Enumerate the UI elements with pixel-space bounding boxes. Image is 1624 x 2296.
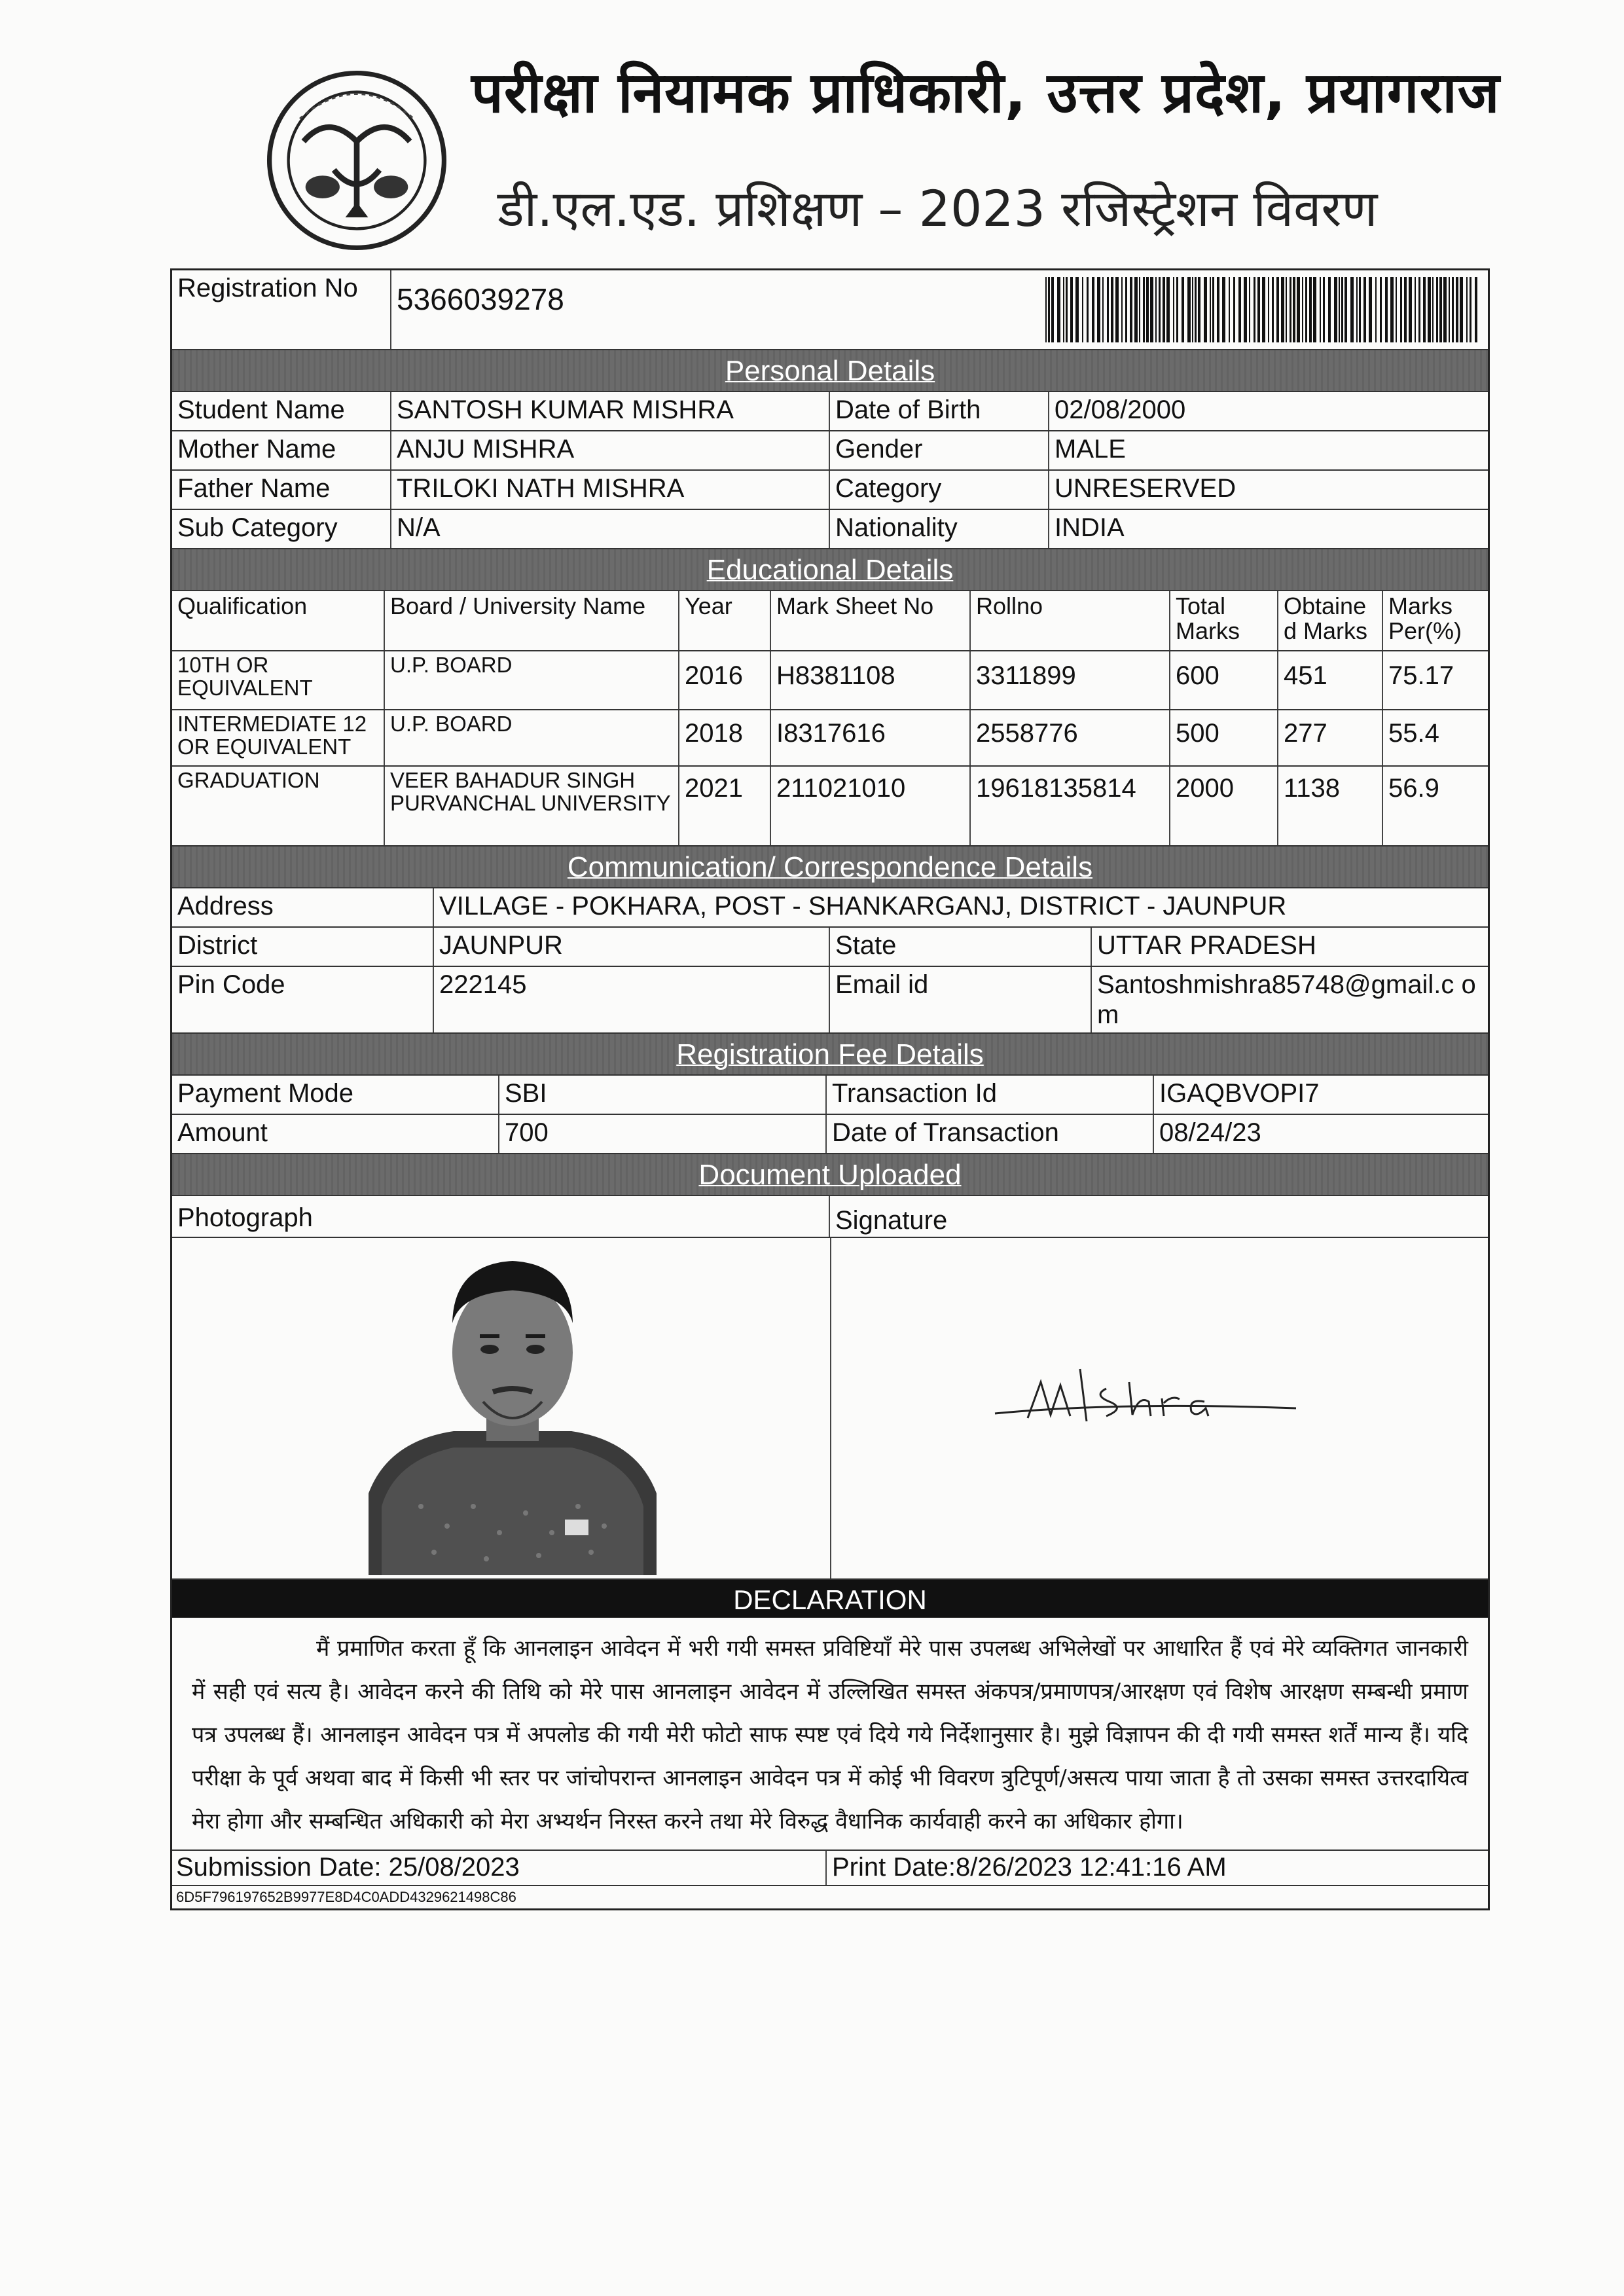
- transaction-date-label: Date of Transaction: [827, 1115, 1154, 1153]
- edu-board: U.P. BOARD: [385, 651, 679, 709]
- personal-row-4: [172, 510, 1488, 549]
- gender-label: Gender: [830, 431, 1049, 469]
- edu-board: VEER BAHADUR SINGH PURVANCHAL UNIVERSITY: [385, 767, 679, 845]
- col-rollno: Rollno: [971, 591, 1170, 650]
- category-label: Category: [830, 471, 1049, 509]
- personal-row-2: [172, 431, 1488, 471]
- edu-total: 600: [1170, 651, 1278, 709]
- authority-title: परीक्षा नियामक प्राधिकारी, उत्तर प्रदेश, प्रयागराज: [471, 60, 1500, 126]
- edu-marksheet: H8381108: [771, 651, 971, 709]
- edu-percentage: 56.9: [1388, 774, 1439, 803]
- sub-category-label: Sub Category: [172, 510, 391, 548]
- photograph-label: Photograph: [172, 1196, 830, 1237]
- footer-row: [172, 1851, 1488, 1886]
- student-name-label: Student Name: [172, 392, 391, 430]
- signature-box: [831, 1238, 1488, 1578]
- documents-label-row: [172, 1196, 1488, 1238]
- registration-no-label: Registration No: [172, 270, 391, 349]
- transaction-date-value: 08/24/23: [1159, 1118, 1261, 1147]
- edu-marksheet: I8317616: [771, 710, 971, 765]
- col-marksheet: Mark Sheet No: [771, 591, 971, 650]
- up-government-seal-icon: [262, 65, 452, 255]
- district-label: District: [172, 928, 434, 966]
- personal-row-3: [172, 471, 1488, 510]
- edu-total: 2000: [1170, 767, 1278, 845]
- nationality-value: INDIA: [1055, 513, 1125, 542]
- address-value: VILLAGE - POKHARA, POST - SHANKARGANJ, DISTRICT - JAUNPUR: [439, 892, 1287, 920]
- student-name-value: SANTOSH KUMAR MISHRA: [391, 392, 830, 430]
- photograph-box: [172, 1238, 831, 1578]
- col-board: Board / University Name: [385, 591, 679, 650]
- fee-row-2: [172, 1115, 1488, 1154]
- pin-label: Pin Code: [172, 967, 434, 1032]
- col-total-marks: Total Marks: [1170, 591, 1278, 650]
- edu-obtained: 1138: [1278, 767, 1383, 845]
- edu-qualification: GRADUATION: [172, 767, 385, 845]
- signature-label: Signature: [835, 1206, 948, 1235]
- pin-value: 222145: [434, 967, 830, 1032]
- candidate-signature-image: [988, 1356, 1303, 1434]
- transaction-id-label: Transaction Id: [827, 1076, 1154, 1114]
- edu-total: 500: [1170, 710, 1278, 765]
- section-communication-details: Communication/ Correspondence Details: [172, 847, 1488, 888]
- state-label: State: [830, 928, 1092, 966]
- declaration-text: मैं प्रमाणित करता हूँ कि आनलाइन आवेदन में भरी गयी समस्त प्रविष्टियाँ मेरे पास उपलब्ध अभिलेखों पर आधारित हैं एवं मेरे व्यक्तिगत जानकारी में सही एवं सत्य है। आवेदन करने की तिथि को मेरे पास आनलाइन आवेदन में उल्लिखित समस्त अंकपत्र/प्रमाणपत्र/आरक्षण एवं विशेष आरक्षण सम्बन्धी प्रमाण पत्र उपलब्ध हैं। आनलाइन आवेदन पत्र में अपलोड की गयी मेरी फोटो साफ स्पष्ट एवं दिये गये निर्देशानुसार है। मुझे विज्ञापन की दी गयी समस्त शर्तें मान्य हैं। यदि परीक्षा के पूर्व अथवा बाद में किसी भी स्तर पर जांचोपरान्त आनलाइन आवेदन पत्र में कोई भी विवरण त्रुटिपूर्ण/असत्य पाया जाता है तो उसका समस्त उत्तरदायित्व मेरा होगा और सम्बन्धित अधिकारी को मेरा अभ्यर्थन निरस्त करने तथा मेरे विरुद्ध वैधानिक कार्यवाही करने का अधिकार होगा।: [172, 1618, 1488, 1851]
- dob-value: 02/08/2000: [1055, 395, 1186, 424]
- mother-name-value: ANJU MISHRA: [391, 431, 830, 469]
- documents-area: [172, 1238, 1488, 1580]
- amount-label: Amount: [172, 1115, 499, 1153]
- edu-qualification: INTERMEDIATE 12 OR EQUIVALENT: [172, 710, 385, 765]
- submission-date: Submission Date: 25/08/2023: [172, 1851, 827, 1885]
- section-declaration: DECLARATION: [172, 1580, 1488, 1618]
- col-percentage: Marks Per(%): [1388, 592, 1462, 644]
- edu-rollno: 19618135814: [971, 767, 1170, 845]
- edu-qualification: 10TH OR EQUIVALENT: [172, 651, 385, 709]
- education-header-row: [172, 591, 1488, 651]
- registration-row: [172, 270, 1488, 350]
- edu-marksheet: 211021010: [771, 767, 971, 845]
- fee-row-1: [172, 1076, 1488, 1115]
- gender-value: MALE: [1055, 435, 1126, 464]
- edu-obtained: 277: [1278, 710, 1383, 765]
- registration-form: [170, 268, 1490, 1910]
- candidate-photo-image: [369, 1245, 657, 1575]
- hash-row: [172, 1886, 1488, 1908]
- barcode-icon: [784, 270, 1488, 349]
- payment-mode-value: SBI: [499, 1076, 827, 1114]
- section-fee-details: Registration Fee Details: [172, 1034, 1488, 1076]
- father-name-label: Father Name: [172, 471, 391, 509]
- edu-year: 2016: [679, 651, 771, 709]
- email-label: Email id: [830, 967, 1092, 1032]
- edu-year: 2021: [679, 767, 771, 845]
- col-obtained-marks: Obtaine d Marks: [1278, 591, 1383, 650]
- print-date: Print Date:8/26/2023 12:41:16 AM: [832, 1853, 1227, 1882]
- nationality-label: Nationality: [830, 510, 1049, 548]
- mother-name-label: Mother Name: [172, 431, 391, 469]
- district-value: JAUNPUR: [434, 928, 830, 966]
- document-subtitle: डी.एल.एड. प्रशिक्षण – 2023 रजिस्ट्रेशन विवरण: [497, 179, 1378, 238]
- table-row: [172, 710, 1488, 767]
- edu-rollno: 2558776: [971, 710, 1170, 765]
- edu-percentage: 75.17: [1388, 661, 1454, 690]
- section-educational-details: Educational Details: [172, 549, 1488, 591]
- pin-row: [172, 967, 1488, 1034]
- edu-rollno: 3311899: [971, 651, 1170, 709]
- father-name-value: TRILOKI NATH MISHRA: [391, 471, 830, 509]
- col-qualification: Qualification: [172, 591, 385, 650]
- table-row: [172, 767, 1488, 847]
- edu-year: 2018: [679, 710, 771, 765]
- document-hash: 6D5F796197652B9977E8D4C0ADD4329621498C86: [176, 1889, 516, 1905]
- edu-board: U.P. BOARD: [385, 710, 679, 765]
- sub-category-value: N/A: [391, 510, 830, 548]
- amount-value: 700: [499, 1115, 827, 1153]
- address-label: Address: [172, 888, 434, 926]
- category-value: UNRESERVED: [1055, 474, 1236, 503]
- district-row: [172, 928, 1488, 967]
- section-personal-details: Personal Details: [172, 350, 1488, 392]
- dob-label: Date of Birth: [830, 392, 1049, 430]
- registration-no-value: 5366039278: [397, 282, 564, 316]
- table-row: [172, 651, 1488, 710]
- email-value: Santoshmishra85748@gmail.c om: [1097, 970, 1476, 1029]
- transaction-id-value: IGAQBVOPI7: [1159, 1079, 1320, 1108]
- col-year: Year: [679, 591, 771, 650]
- section-documents: Document Uploaded: [172, 1154, 1488, 1196]
- edu-percentage: 55.4: [1388, 719, 1439, 748]
- payment-mode-label: Payment Mode: [172, 1076, 499, 1114]
- state-value: UTTAR PRADESH: [1097, 931, 1316, 960]
- edu-obtained: 451: [1278, 651, 1383, 709]
- personal-row-1: [172, 392, 1488, 431]
- address-row: [172, 888, 1488, 928]
